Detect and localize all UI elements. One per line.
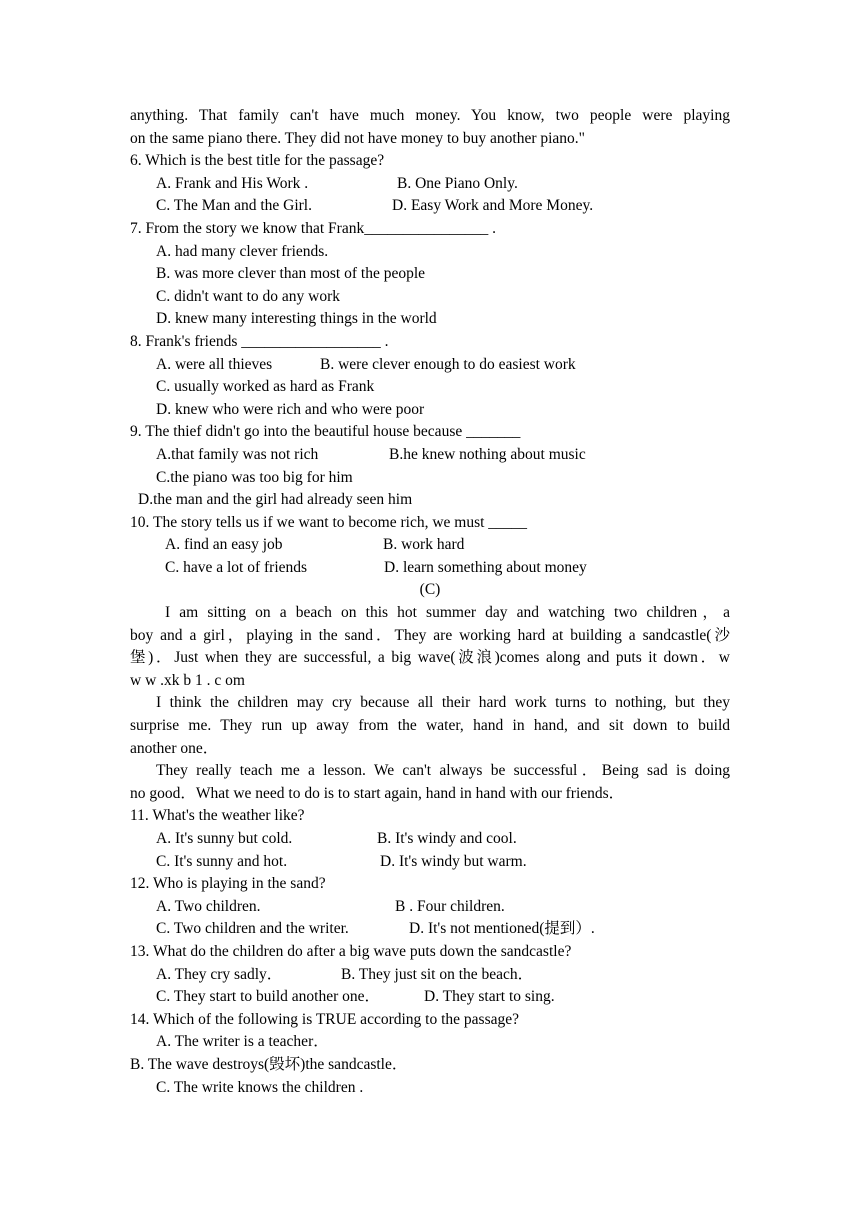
document-page [130, 105, 730, 1099]
option-d: D. learn something about money [384, 558, 587, 576]
paragraph-line: I am sitting on a beach on this hot summer day and watching two children，a [165, 604, 730, 622]
option-d: D. It's windy but warm. [380, 852, 527, 870]
option-b: B. was more clever than most of the people [156, 265, 426, 283]
option-c: C. usually worked as hard as Frank [156, 378, 375, 396]
option-d: D.the man and the girl had already seen him [138, 491, 413, 509]
passage-line: on the same piano there. They did not have money to buy another piano." [130, 129, 585, 147]
option-c: C. didn't want to do any work [156, 287, 341, 305]
option-row [130, 964, 730, 987]
option-row [130, 896, 730, 919]
option-row [130, 534, 730, 557]
option-row [130, 828, 730, 851]
section-heading: (C) [419, 581, 441, 599]
paragraph-line: They really teach me a lesson. We can't always be successful．Being sad is doing [156, 762, 730, 780]
option-d: D. They start to sing. [424, 988, 555, 1006]
option-d: D. Easy Work and More Money. [392, 197, 594, 215]
option-a: A.that family was not rich [156, 445, 319, 463]
option-row [130, 354, 730, 377]
question-12: 12. Who is playing in the sand? [130, 875, 326, 893]
option-b: B. The wave destroys(毁坏)the sandcastle． [130, 1055, 408, 1073]
option-a: A. It's sunny but cold. [156, 830, 293, 847]
passage-line: anything. That family can't have much money. You know, two people were playing [130, 107, 730, 124]
option-c: C.the piano was too big for him [156, 468, 353, 486]
option-a: A. Two children. [156, 897, 261, 915]
option-row [130, 195, 730, 218]
option-a: A. The writer is a teacher． [156, 1033, 329, 1051]
option-c: C. The Man and the Girl. [156, 197, 312, 215]
option-c: C. The write knows the children . [156, 1078, 364, 1096]
option-d: D. It's not mentioned(提到）. [409, 920, 595, 938]
paragraph-line: w w .xk b 1 . c om [130, 671, 245, 689]
paragraph-line: 堡)．Just when they are successful, a big wave(波浪)comes along and puts it down．w [130, 649, 730, 667]
option-row [130, 444, 730, 467]
option-b: B.he knew nothing about music [389, 445, 586, 463]
option-row [130, 918, 730, 941]
option-a: A. had many clever friends. [156, 242, 329, 260]
option-b: B. were clever enough to do easiest work [320, 355, 576, 373]
option-a: A. find an easy job [165, 536, 283, 554]
option-b: B. It's windy and cool. [377, 830, 517, 847]
option-c: C. Two children and the writer. [156, 920, 349, 938]
option-a: A. were all thieves [156, 355, 273, 373]
paragraph-line: surprise me. They run up away from the water, hand in hand, and sit down to build [130, 717, 730, 735]
paragraph-line: no good．What we need to do is to start again, hand in hand with our friends． [130, 784, 625, 802]
option-c: C. It's sunny and hot. [156, 852, 288, 870]
question-13: 13. What do the children do after a big wave puts down the sandcastle? [130, 942, 572, 960]
option-c: C. have a lot of friends [165, 558, 308, 576]
option-c: C. They start to build another one． [156, 988, 380, 1006]
option-row [130, 851, 730, 874]
question-6: 6. Which is the best title for the passage? [130, 152, 385, 170]
option-a: A. They cry sadly． [156, 965, 283, 983]
option-row [130, 557, 730, 580]
option-b: B. They just sit on the beach． [341, 965, 534, 983]
question-14: 14. Which of the following is TRUE according to the passage? [130, 1010, 519, 1028]
paragraph-line: I think the children may cry because all their hard work turns to nothing, but they [156, 694, 730, 712]
option-a: A. Frank and His Work . [156, 174, 309, 192]
question-9: 9. The thief didn't go into the beautiful house because _______ [130, 423, 521, 441]
option-b: B. One Piano Only. [397, 174, 518, 192]
option-d: D. knew many interesting things in the world [156, 310, 437, 328]
option-row [130, 986, 730, 1009]
paragraph-line: another one． [130, 739, 219, 757]
option-b: B. work hard [383, 536, 465, 554]
question-7: 7. From the story we know that Frank________________ . [130, 219, 496, 237]
option-row [130, 173, 730, 196]
question-10: 10. The story tells us if we want to become rich, we must _____ [130, 513, 528, 531]
paragraph-line: boy and a girl，playing in the sand．They are working hard at building a sandcastle(沙 [130, 626, 730, 644]
question-11: 11. What's the weather like? [130, 807, 305, 825]
option-b: B . Four children. [395, 897, 505, 915]
question-8: 8. Frank's friends __________________ . [130, 332, 389, 350]
option-d: D. knew who were rich and who were poor [156, 400, 425, 418]
